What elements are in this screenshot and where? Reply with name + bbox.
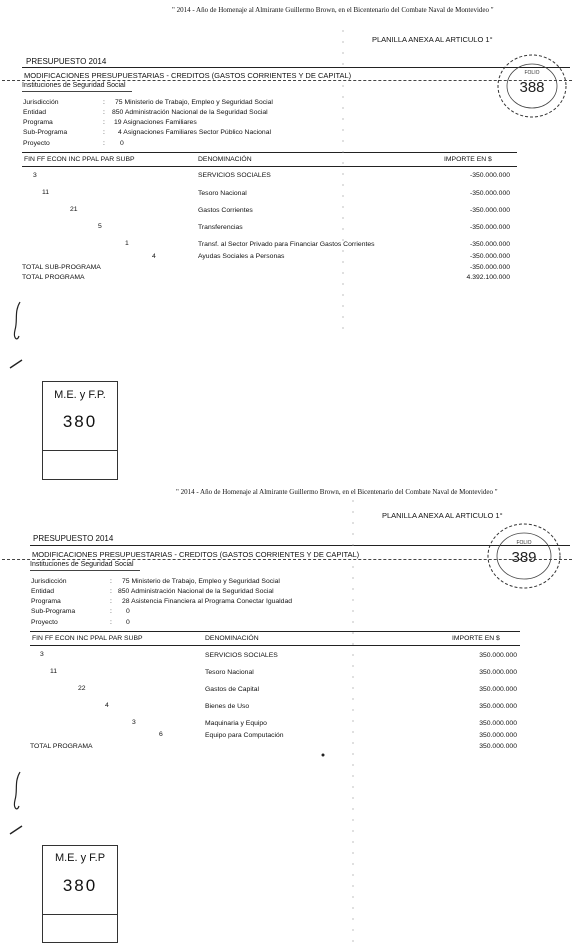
info-sep: : — [103, 99, 105, 106]
row-description: Gastos de Capital — [205, 686, 260, 693]
total-subprograma-label: TOTAL SUB-PROGRAMA — [22, 264, 101, 271]
info-sep: : — [103, 140, 105, 147]
motto-line: " 2014 - Año de Homenaje al Almirante Guillermo Brown, en el Bicentenario del Combate Naval de Montevideo " — [172, 6, 494, 14]
row-code: 4 — [105, 702, 109, 709]
row-code: 3 — [40, 651, 44, 658]
stamp-box — [42, 381, 118, 480]
row-description: SERVICIOS SOCIALES — [198, 172, 271, 179]
info-label-jurisdiccion: Jurisdicción — [23, 99, 59, 106]
row-amount: 350.000.000 — [479, 669, 517, 676]
info-sep: : — [110, 619, 112, 626]
divider — [22, 67, 570, 68]
info-value-programa: 19 Asignaciones Familiares — [114, 119, 197, 126]
scan-noise-icon — [340, 30, 346, 330]
row-amount: -350.000.000 — [469, 172, 510, 179]
total-programa-amount: 350.000.000 — [479, 743, 517, 750]
row-description: Tesoro Nacional — [198, 190, 247, 197]
info-value-entidad: 850 Administración Nacional de la Seguridad Social — [118, 588, 274, 595]
total-programa-label: TOTAL PROGRAMA — [30, 743, 93, 750]
seal-label: FOLIO — [524, 70, 540, 76]
row-code: 11 — [50, 668, 58, 675]
total-subprograma-amount: -350.000.000 — [469, 264, 510, 271]
row-code: 4 — [152, 253, 156, 260]
seal-number: 389 — [511, 549, 537, 566]
seal-label: FOLIO — [516, 540, 532, 546]
row-amount: 350.000.000 — [479, 686, 517, 693]
row-code: 21 — [70, 206, 78, 213]
row-amount: -350.000.000 — [469, 241, 510, 248]
total-programa-amount: 4.392.100.000 — [466, 274, 510, 281]
info-sep: : — [110, 588, 112, 595]
row-amount: -350.000.000 — [469, 224, 510, 231]
signature-mark-icon — [8, 300, 28, 345]
info-label-programa: Programa — [31, 598, 61, 605]
header-denominacion: DENOMINACIÓN — [205, 635, 259, 642]
row-amount: 350.000.000 — [479, 703, 517, 710]
scan-dot-icon — [320, 752, 326, 758]
stamp-box — [42, 845, 118, 943]
stamp-divider — [43, 450, 117, 451]
row-amount: 350.000.000 — [479, 652, 517, 659]
row-description: Ayudas Sociales a Personas — [198, 253, 285, 260]
row-code: 5 — [98, 223, 102, 230]
row-description: Transf. al Sector Privado para Financiar Gastos Corrientes — [198, 241, 375, 248]
info-value-jurisdiccion: 75 Ministerio de Trabajo, Empleo y Seguridad Social — [115, 99, 273, 106]
row-description: Gastos Corrientes — [198, 207, 253, 214]
info-value-programa: 28 Asistencia Financiera al Programa Conectar Igualdad — [122, 598, 293, 605]
info-label-jurisdiccion: Jurisdicción — [31, 578, 67, 585]
row-code: 1 — [125, 240, 129, 247]
stamp-title: M.E. y F.P. — [54, 389, 106, 401]
tick-mark-icon — [8, 824, 26, 836]
info-label-entidad: Entidad — [31, 588, 55, 595]
info-sep: : — [110, 578, 112, 585]
divider — [22, 91, 132, 92]
row-amount: 350.000.000 — [479, 732, 517, 739]
header-codes: FIN FF ECON INC PPAL PAR SUBP — [24, 156, 135, 163]
total-programa-label: TOTAL PROGRAMA — [22, 274, 85, 281]
divider — [30, 631, 520, 632]
divider — [2, 80, 572, 81]
presupuesto-label: PRESUPUESTO 2014 — [26, 57, 107, 66]
tick-mark-icon — [8, 358, 26, 370]
info-value-entidad: 850 Administración Nacional de la Seguridad Social — [112, 109, 268, 116]
header-importe: IMPORTE EN $ — [444, 156, 492, 163]
row-description: Bienes de Uso — [205, 703, 250, 710]
planilla-title: PLANILLA ANEXA AL ARTICULO 1° — [382, 511, 503, 520]
header-denominacion: DENOMINACIÓN — [198, 156, 252, 163]
row-description: Tesoro Nacional — [205, 669, 254, 676]
info-value-subprograma: 4 Asignaciones Familiares Sector Público Nacional — [118, 129, 272, 136]
folio-seal-icon — [484, 520, 564, 592]
row-description: Equipo para Computación — [205, 732, 284, 739]
row-description: Transferencias — [198, 224, 243, 231]
folio-seal-icon — [494, 50, 570, 122]
divider — [22, 152, 517, 153]
row-description: SERVICIOS SOCIALES — [205, 652, 278, 659]
scan-noise-icon — [350, 500, 356, 945]
divider — [30, 645, 520, 646]
row-description: Maquinaria y Equipo — [205, 720, 267, 727]
presupuesto-label: PRESUPUESTO 2014 — [33, 534, 114, 543]
header-codes: FIN FF ECON INC PPAL PAR SUBP — [32, 635, 143, 642]
row-amount: -350.000.000 — [469, 253, 510, 260]
signature-mark-icon — [8, 770, 28, 815]
row-code: 3 — [132, 719, 136, 726]
info-label-entidad: Entidad — [23, 109, 47, 116]
motto-line: " 2014 - Año de Homenaje al Almirante Guillermo Brown, en el Bicentenario del Combate Naval de Montevideo " — [176, 488, 498, 496]
row-amount: -350.000.000 — [469, 190, 510, 197]
row-amount: -350.000.000 — [469, 207, 510, 214]
planilla-title: PLANILLA ANEXA AL ARTICULO 1° — [372, 35, 493, 44]
stamp-number: 380 — [62, 412, 98, 431]
info-value-proyecto: 0 — [126, 619, 130, 626]
row-code: 6 — [159, 731, 163, 738]
stamp-title: M.E. y F.P — [54, 852, 106, 864]
info-label-proyecto: Proyecto — [23, 140, 50, 147]
instituciones-label: Instituciones de Seguridad Social — [30, 561, 134, 568]
row-amount: 350.000.000 — [479, 720, 517, 727]
info-label-programa: Programa — [23, 119, 53, 126]
row-code: 3 — [33, 172, 37, 179]
stamp-divider — [43, 914, 117, 915]
info-label-proyecto: Proyecto — [31, 619, 58, 626]
header-importe: IMPORTE EN $ — [452, 635, 500, 642]
info-label-subprograma: Sub-Programa — [23, 129, 68, 136]
info-sep: : — [103, 129, 105, 136]
seal-number: 388 — [519, 79, 545, 96]
modificaciones-title: MODIFICACIONES PRESUPUESTARIAS - CREDITOS (GASTOS CORRIENTES Y DE CAPITAL) — [24, 71, 352, 80]
info-value-subprograma: 0 — [126, 608, 130, 615]
stamp-number: 380 — [62, 876, 98, 895]
divider — [22, 166, 517, 167]
info-sep: : — [110, 608, 112, 615]
row-code: 11 — [42, 189, 50, 196]
info-value-jurisdiccion: 75 Ministerio de Trabajo, Empleo y Seguridad Social — [122, 578, 280, 585]
info-sep: : — [103, 109, 105, 116]
info-sep: : — [103, 119, 105, 126]
info-value-proyecto: 0 — [120, 140, 124, 147]
info-sep: : — [110, 598, 112, 605]
info-label-subprograma: Sub-Programa — [31, 608, 76, 615]
divider — [30, 570, 140, 571]
row-code: 22 — [78, 685, 86, 692]
modificaciones-title: MODIFICACIONES PRESUPUESTARIAS - CREDITOS (GASTOS CORRIENTES Y DE CAPITAL) — [32, 550, 360, 559]
instituciones-label: Instituciones de Seguridad Social — [22, 82, 126, 89]
